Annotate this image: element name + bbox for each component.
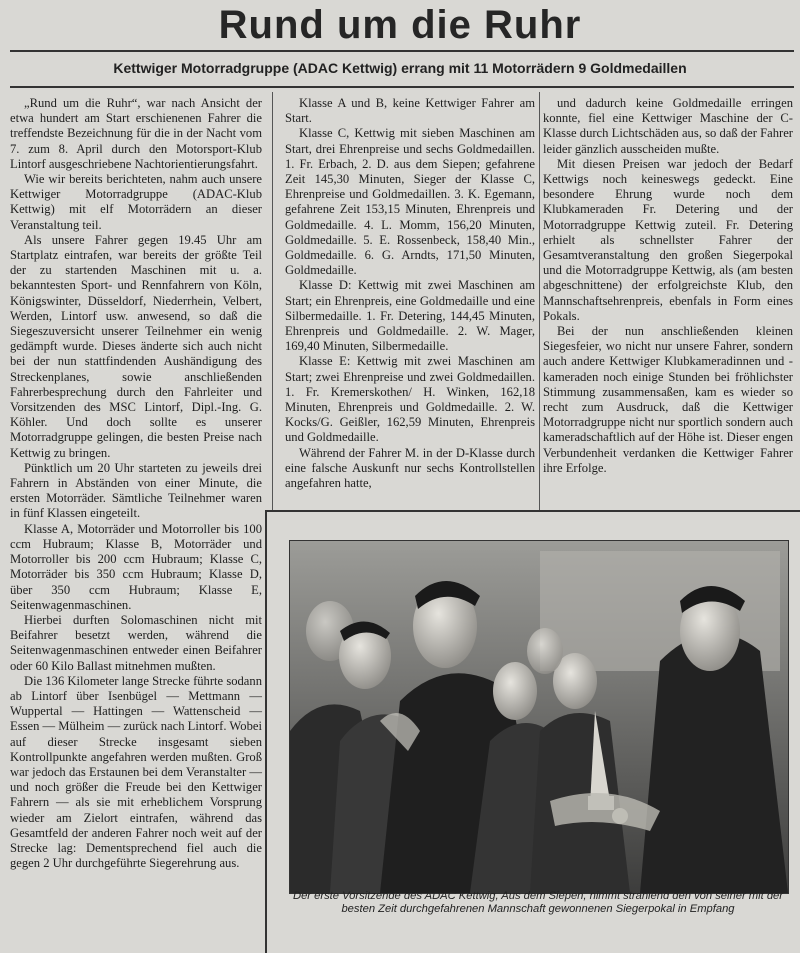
paragraph: Mit diesen Preisen war jedoch der Bedarf Kettwigs noch keineswegs gedeckt. Eine besondere Ehrung wurde noch dem Klubkameraden Fr. Detering und der Motorradgruppe Kettwig zuteil. Fr. Detering erhielt als schnellster Fahrer der Gesamtveranstaltung den großen Siegerpokal und die Motorradgruppe Kettwig, als (am besten abgeschnittene) der erfolgreichste Klub, den Mannschaftsehrenpreis, ebenfals in Form eines Pokals. [543, 156, 793, 323]
page-title: Rund um die Ruhr [218, 3, 582, 47]
paragraph: Hierbei durften Solomaschinen nicht mit Beifahrer besetzt werden, während die Seitenwagenmaschinen entweder einen Beifahrer oder 60 Kilo Ballast mitnehmen mußten. [10, 612, 262, 673]
paragraph: Bei der nun anschließenden kleinen Siegesfeier, wo nicht nur unsere Fahrer, sondern auch andere Kettwiger Klubkameradinnen und -kameraden noch einige Stunden bei fröhlichster Stimmung zusammensaßen, kam es wieder so recht zum Ausdruck, daß die Kettwiger Motorradgruppe nicht nur sportlich sondern auch kameradschaftlich auf der Höhe ist. Dieser engen Verbundenheit verdanken die Kettwiger Fahrer ihre Erfolge. [543, 324, 793, 475]
paragraph: Klasse D: Kettwig mit zwei Maschinen am Start; ein Ehrenpreis, eine Goldmedaille und eine Silbermedaille. 1. Fr. Detering, 144,45 Minuten, Ehrenpreis und Goldmedaille. 2. W. Mager, 169,40 Minuten, Silbermedaille. [285, 278, 535, 354]
article-column-3 [543, 96, 793, 476]
paragraph: „Rund um die Ruhr“, war nach Ansicht der etwa hundert am Start erschienenen Fahrer die treffendste Bezeichnung für die in der Nacht vom 7. zum 8. April durch den Motorsport-Klub Lintorf ausgeschriebene Nachtorientierungsfahrt. [10, 96, 262, 171]
paragraph: Während der Fahrer M. in der D-Klasse durch eine falsche Auskunft nur sechs Kontrollstellen angefahren hatte, [285, 445, 535, 491]
paragraph: Klasse A, Motorräder und Motorroller bis 100 ccm Hubraum; Klasse B, Motorräder und Motorroller bis 200 ccm Hubraum; Klasse C, Motorräder bis 350 ccm Hubraum; Klasse D, über 350 ccm Hubraum; Klasse E, Seitenwagenmaschinen. [10, 521, 262, 612]
photo-box [265, 510, 800, 953]
title-rule [10, 50, 794, 52]
group-photo-icon [289, 540, 789, 894]
paragraph: Klasse C, Kettwig mit sieben Maschinen am Start, drei Ehrenpreise und sechs Goldmedaillen. 1. Fr. Erbach, 2. D. aus dem Siepen; gefahrene Zeit 145,30 Minuten, Sieger der Klasse C, Ehrenpreise und Goldmedaillen. 3. K. Egemann, gefahrene Zeit 153,15 Minuten, Ehrenpreis und Goldmedaille. 4. L. Momm, 156,20 Minuten, Goldmedaille. 5. E. Rossenbeck, 158,40 Min., Goldmedaille. 6. G. Arndts, 171,50 Minuten, Goldmedaille. [285, 126, 535, 278]
paragraph: Klasse E: Kettwig mit zwei Maschinen am Start; zwei Ehrenpreise und zwei Goldmedaillen. 1. Fr. Kremerskothen/ H. Winken, 162,18 Minuten, Ehrenpreis und Goldmedaille. 2. W. Kocks/G. Geißler, 162,59 Minuten, Ehrenpreis und Goldmedaille. [285, 354, 535, 445]
paragraph: Die 136 Kilometer lange Strecke führte sodann ab Lintorf über Isenbügel — Mettmann — Wuppertal — Hattingen — Wattenscheid — Essen — Mülheim — zurück nach Lintorf. Wobei auf dieser Strecke insgesamt sieben Kontrollpunkte angefahren werden mußten. Groß war jedoch das Erstaunen bei dem Veranstalter — und noch größer die Freude bei den Kettwiger Fahrern — als sie mit erheblichem Vorsprung wieder am Zielort eintrafen, während das Gesamtfeld der anderen Fahrer noch weit auf der Strecke lag: Dementsprechend fiel auch die gegen 2 Uhr durchgeführte Siegerehrung aus. [10, 673, 262, 871]
photo-caption: Der erste Vorsitzende des ADAC Kettwig, Aus dem Siepen, nimmt strahlend den von seiner mit der besten Zeit durchgefahrenen Mannschaft gewonnenen Siegerpokal in Empfang [293, 890, 783, 915]
subtitle-rule [10, 86, 794, 88]
article-column-1 [10, 96, 262, 871]
subtitle: Kettwiger Motorradgruppe (ADAC Kettwig) errang mit 11 Motorrädern 9 Goldmedaillen [113, 60, 687, 76]
column-divider [272, 92, 273, 512]
paragraph: und dadurch keine Goldmedaille erringen konnte, fiel eine Kettwiger Maschine der C-Klasse durch Lichtschäden aus, so daß der Fahrer leider gänzlich ausscheiden mußte. [543, 96, 793, 156]
paragraph: Als unsere Fahrer gegen 19.45 Uhr am Startplatz eintrafen, war bereits der größte Teil der zu startenden Maschinen mit u. a. bekanntesten Sport- und Rennfahrern von Köln, Königswinter, Düsseldorf, Niederrhein, Velbert, Werden, Lintorf usw. anwesend, so daß die Siegeszuversicht unserer Teilnehmer ein wenig gedämpft wurde. Dieses änderte sich auch nicht bei der nun stattfindenden Aushändigung des Streckenplanes, sowie anschließenden Fahrerbesprechung durch den Fahrleiter und Vorsitzenden des MSC Lintorf, Dipl.-Ing. G. Köhler. Und doch sollte es unserer Motorradgruppe gelingen, die besten Preise nach Kettwig zu bringen. [10, 232, 262, 460]
article-column-2 [285, 96, 535, 491]
paragraph: Pünktlich um 20 Uhr starteten zu jeweils drei Fahrern in Abständen von einer Minute, die ersten Motorräder. Sämtliche Teilnehmer waren in fünf Klassen eingeteilt. [10, 460, 262, 521]
column-divider [539, 92, 540, 512]
paragraph: Wie wir bereits berichteten, nahm auch unsere Kettwiger Motorradgruppe (ADAC-Klub Kettwig) mit elf Motorrädern an dieser Veranstaltung teil. [10, 172, 262, 232]
paragraph: Klasse A und B, keine Kettwiger Fahrer am Start. [285, 96, 535, 126]
